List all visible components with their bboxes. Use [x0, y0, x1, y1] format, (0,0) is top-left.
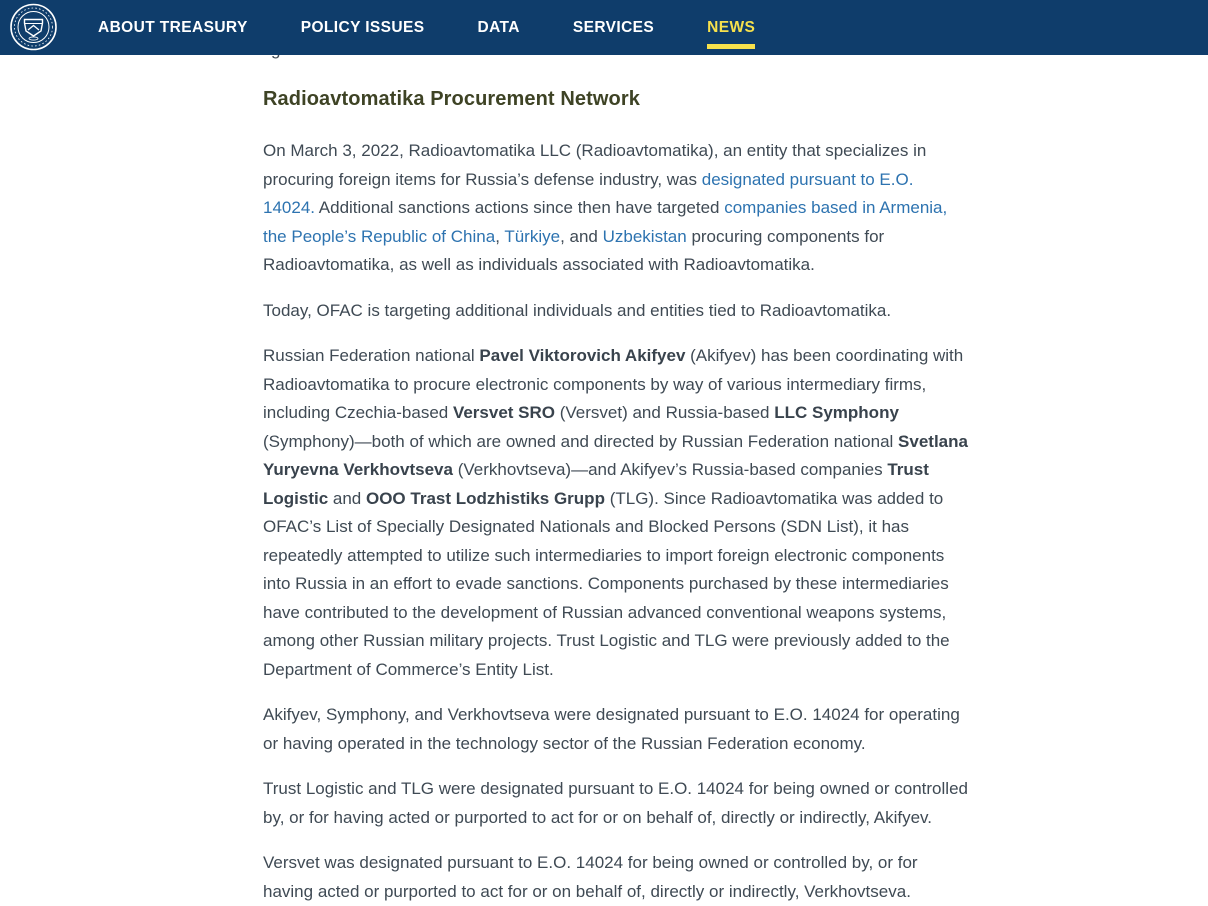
text-run: Today, OFAC is targeting additional individuals and entities tied to Radioavtomatika. [263, 300, 892, 320]
treasury-seal-logo[interactable] [10, 2, 57, 55]
text-run: Trust Logistic and TLG were designated pursuant to E.O. 14024 for being owned or controlled by, or for having acted or purported to act for or on behalf of, directly or indirectly, Akifyev. [263, 779, 968, 827]
text-run: , and [560, 226, 603, 246]
clipped-text-fragment [271, 55, 297, 63]
paragraph [263, 701, 968, 758]
text-run: and [328, 488, 366, 508]
nav-item-policy-issues[interactable]: POLICY ISSUES [300, 18, 425, 36]
paragraph [263, 297, 968, 326]
text-run: , [495, 226, 505, 246]
page-title: Radioavtomatika Procurement Network [263, 88, 640, 110]
inline-link[interactable]: Türkiye [504, 226, 561, 246]
inline-link[interactable]: Uzbekistan [602, 226, 687, 246]
bold-text: Versvet SRO [452, 403, 556, 422]
article-content [0, 88, 975, 906]
nav-item-data[interactable]: DATA [477, 18, 520, 36]
text-run: (TLG). Since Radioavtomatika was added to OFAC’s List of Specially Designated Nationals and Blocked Persons (SDN List), it has repeatedly attempted to utilize such intermediaries to import foreign electronic components into Russia in an effort to evade sanctions. Components purchased by these intermediaries have contributed to the development of Russian advanced conventional weapons systems, among other Russian military projects. Trust Logistic and TLG were previously added to the Department of Commerce’s Entity List. [263, 488, 950, 679]
paragraph [263, 342, 968, 684]
bold-text: LLC Symphony [774, 403, 899, 422]
text-run: On March 3, 2022, Radioavtomatika LLC (Radioavtomatika), an entity that specializes in procuring foreign items for Russia’s defense industry, was [263, 141, 927, 189]
bold-text: Pavel Viktorovich Akifyev [479, 346, 686, 365]
text-run: (Akifyev) has been coordinating with Radioavtomatika to procure electronic components by way of various intermediary firms, including Czechia-based [263, 346, 964, 422]
paragraph [263, 137, 968, 280]
paragraph [263, 775, 968, 832]
bold-text: Trust Logistic [263, 460, 929, 508]
text-run: (Verkhovtseva)—and Akifyev’s Russia-based companies [452, 460, 888, 479]
inline-link[interactable]: companies based in Armenia, the People’s Republic of China [263, 198, 948, 246]
nav-item-services[interactable]: SERVICES [572, 18, 655, 36]
text-run: (Symphony)—both of which are owned and directed by Russian Federation national [263, 431, 899, 451]
top-navigation-bar [0, 0, 1208, 55]
article-body [263, 137, 975, 906]
nav-item-news[interactable]: NEWS [707, 18, 756, 36]
text-run: Akifyev, Symphony, and Verkhovtseva were designated pursuant to E.O. 14024 for operating or having operated in the technology sector of the Russian Federation economy. [263, 705, 960, 753]
text-run: Versvet was designated pursuant to E.O. 14024 for being owned or controlled by, or for having acted or purported to act for or on behalf of, directly or indirectly, Verkhovtseva. [263, 853, 918, 901]
paragraph [263, 849, 968, 906]
nav-item-about-treasury[interactable]: ABOUT TREASURY [98, 18, 248, 36]
text-run: (Versvet) and Russia-based [555, 403, 775, 422]
inline-link[interactable]: designated pursuant to E.O. 14024. [263, 169, 914, 217]
bold-text: Svetlana Yuryevna Verkhovtseva [263, 431, 968, 479]
text-run: procuring components for Radioavtomatika, as well as individuals associated with Radioavtomatika. [263, 226, 885, 274]
text-run: Additional sanctions actions since then have targeted [315, 198, 725, 217]
bold-text: OOO Trast Lodzhistiks Grupp [365, 488, 605, 508]
treasury-seal-icon [10, 3, 57, 53]
nav-menu [98, 19, 755, 37]
text-run: Russian Federation national [263, 346, 480, 365]
